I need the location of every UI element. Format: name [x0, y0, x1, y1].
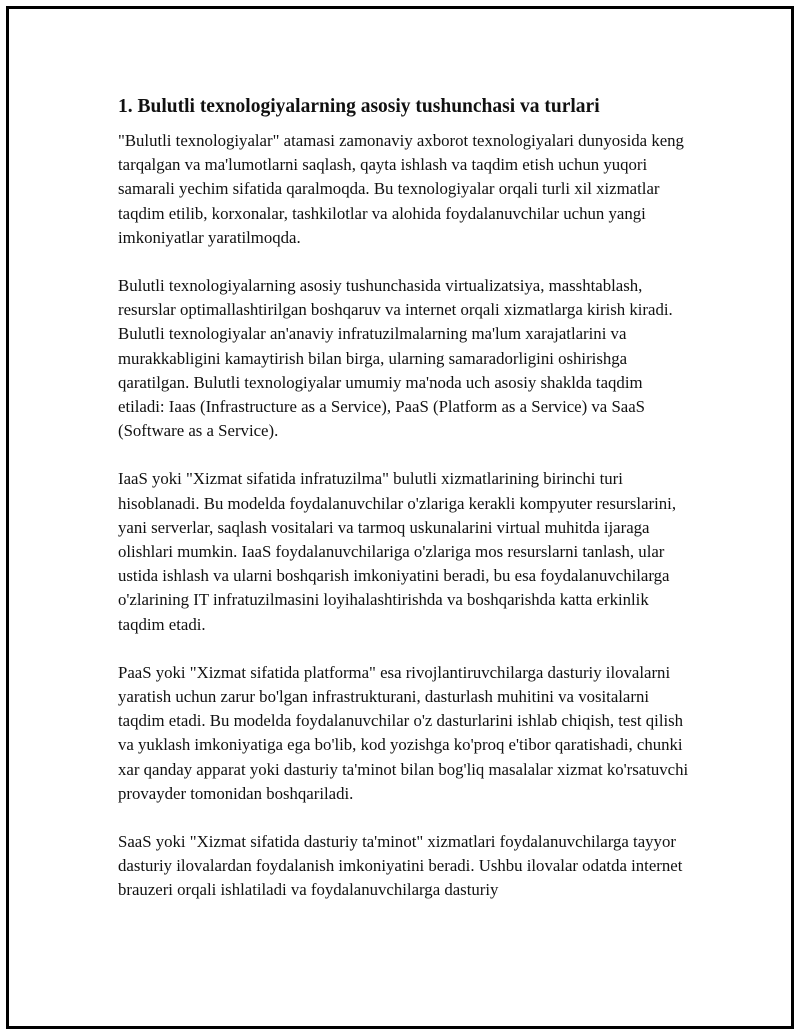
- document-body: [118, 94, 690, 927]
- paragraph-core-concepts: Bulutli texnologiyalarning asosiy tushunchasida virtualizatsiya, masshtablash, resurslar optimallashtirilgan boshqaruv va internet orqali xizmatlarga kirish kiradi. Bulutli texnologiyalar an'anaviy infratuzilmalarning ma'lum xarajatlarini va murakkabligini kamaytirish bilan birga, ularning samaradorligini oshirishga qaratilgan. Bulutli texnologiyalar umumiy ma'noda uch asosiy shaklda taqdim etiladi: Iaas (Infrastructure as a Service), PaaS (Platform as a Service) va SaaS (Software as a Service).: [118, 276, 673, 441]
- paragraph-saas: SaaS yoki "Xizmat sifatida dasturiy ta'minot" xizmatlari foydalanuvchilarga tayyor dasturiy ilovalardan foydalanish imkoniyatini beradi. Ushbu ilovalar odatda internet brauzeri orqali ishlatiladi va foydalanuvchilarga dasturiy: [118, 832, 683, 900]
- paragraph-iaas: IaaS yoki "Xizmat sifatida infratuzilma" bulutli xizmatlarining birinchi turi hisoblanadi. Bu modelda foydalanuvchilar o'zlariga kerakli kompyuter resurslarini, yani serverlar, saqlash vositalari va tarmoq uskunalarini virtual muhitda ijaraga olishlari mumkin. IaaS foydalanuvchilariga o'zlariga mos resurslarni tanlash, ular ustida ishlash va ularni boshqarish imkoniyatini beradi, bu esa foydalanuvchilarga o'zlarining IT infratuzilmasini loyihalashtirishda va boshqarishda katta erkinlik taqdim etadi.: [118, 469, 677, 634]
- paragraph-intro: "Bulutli texnologiyalar" atamasi zamonaviy axborot texnologiyalari dunyosida keng tarqalgan va ma'lumotlarni saqlash, qayta ishlash va taqdim etish uchun yuqori samarali yechim sifatida qaralmoqda. Bu texnologiyalar orqali turli xil xizmatlar taqdim etilib, korxonalar, tashkilotlar va alohida foydalanuvchilar uchun yangi imkoniyatlar yaratilmoqda.: [118, 131, 684, 247]
- section-heading: 1. Bulutli texnologiyalarning asosiy tushunchasi va turlari: [118, 96, 600, 117]
- paragraph-paas: PaaS yoki "Xizmat sifatida platforma" esa rivojlantiruvchilarga dasturiy ilovalarni yaratish uchun zarur bo'lgan infrastrukturani, dasturlash muhitini va vositalarni taqdim etadi. Bu modelda foydalanuvchilar o'z dasturlarini ishlab chiqish, test qilish va yuklash imkoniyatiga ega bo'lib, kod yozishga ko'proq e'tibor qaratishadi, chunki xar qanday apparat yoki dasturiy ta'minot bilan bog'liq masalalar xizmat ko'rsatuvchi provayder tomonidan boshqariladi.: [118, 662, 689, 803]
